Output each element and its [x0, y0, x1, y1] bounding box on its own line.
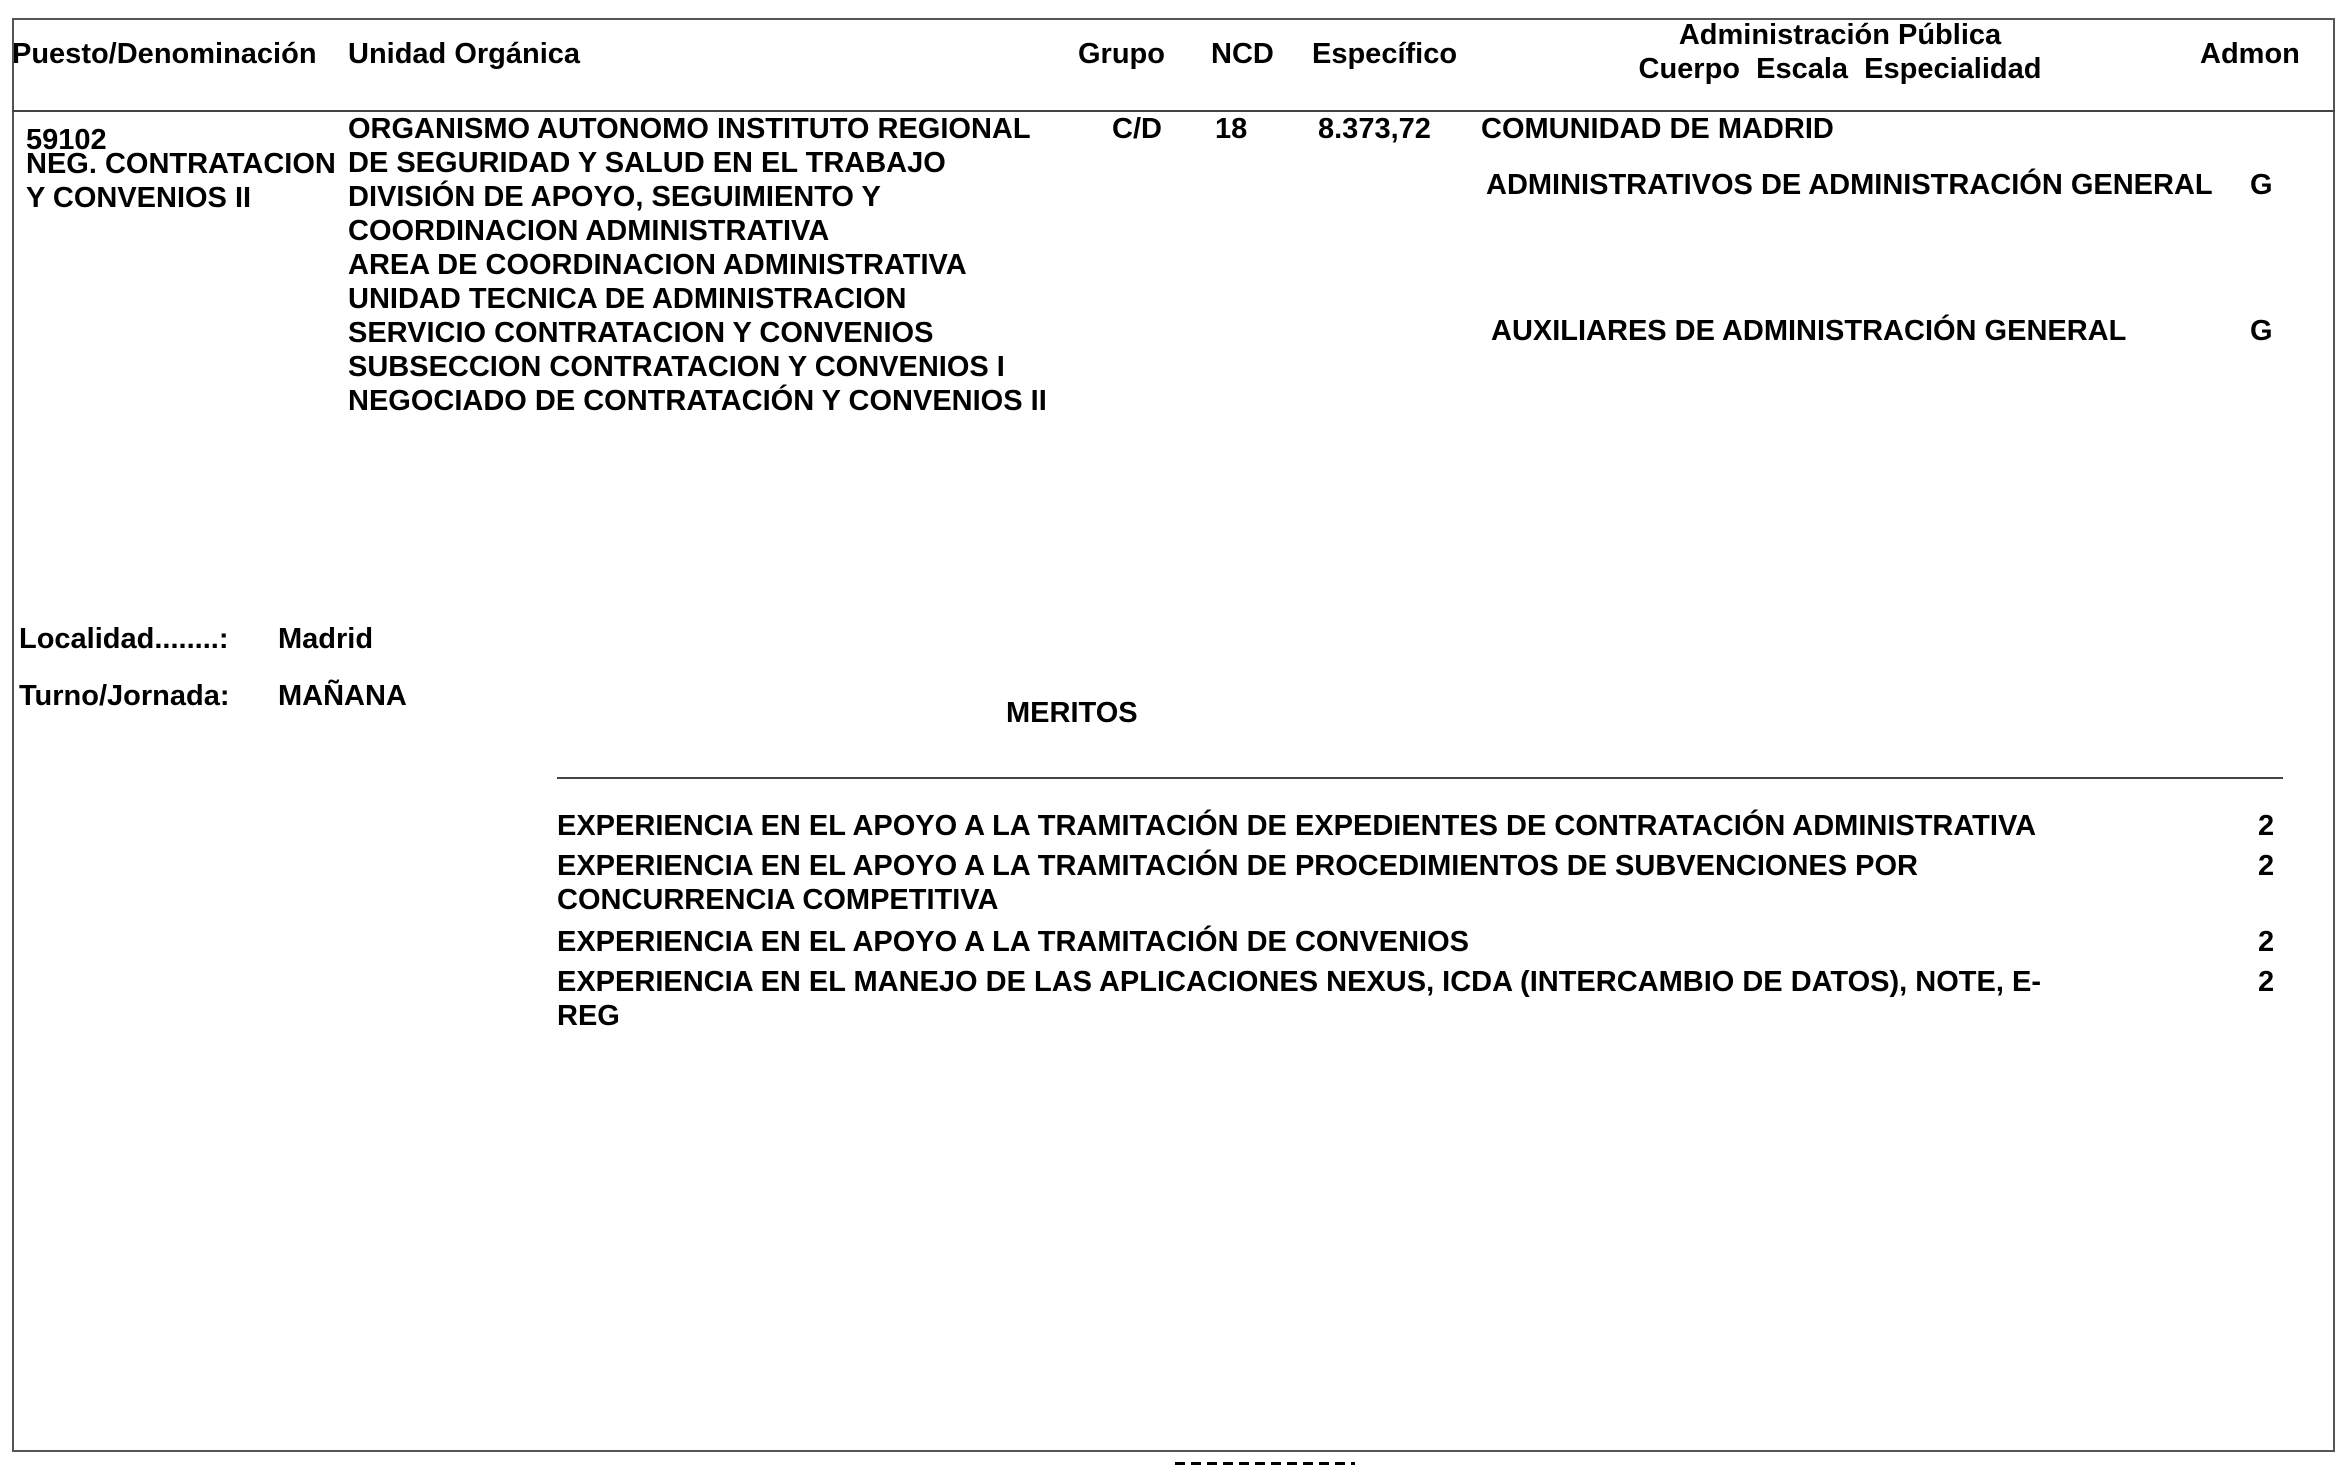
footer-glyph-fragment: [1175, 1462, 1355, 1465]
cuerpo-name: ADMINISTRATIVOS DE ADMINISTRACIÓN GENERAL: [1486, 169, 2213, 201]
page-footer-fragment: [1175, 1458, 1355, 1468]
cuerpo-admon: G: [2250, 169, 2273, 201]
record-especifico: 8.373,72: [1318, 113, 1431, 145]
header-admin-publica: Administración Pública: [1678, 19, 2002, 51]
meritos-title: MERITOS: [1006, 697, 1138, 729]
merito-points: 2: [2258, 850, 2275, 882]
merito-line: EXPERIENCIA EN EL APOYO A LA TRAMITACIÓN DE EXPEDIENTES DE CONTRATACIÓN ADMINISTRATIVA: [557, 810, 2037, 842]
unidad-line: SUBSECCION CONTRATACION Y CONVENIOS I: [348, 351, 1005, 383]
localidad-label: Localidad........:: [19, 623, 229, 655]
unidad-line: SERVICIO CONTRATACION Y CONVENIOS: [348, 317, 934, 349]
unidad-line: DE SEGURIDAD Y SALUD EN EL TRABAJO: [348, 147, 946, 179]
merito-points: 2: [2258, 810, 2275, 842]
header-admon: Admon: [2200, 38, 2300, 70]
turno-label: Turno/Jornada:: [19, 680, 230, 712]
record-grupo: C/D: [1112, 113, 1162, 145]
localidad-value: Madrid: [278, 623, 374, 655]
record-code: 59102: [26, 124, 107, 156]
merito-line: EXPERIENCIA EN EL APOYO A LA TRAMITACIÓN DE CONVENIOS: [557, 926, 1469, 958]
merito-line: CONCURRENCIA COMPETITIVA: [557, 884, 999, 916]
header-puesto: Puesto/Denominación: [12, 38, 317, 70]
merito-points: 2: [2258, 966, 2275, 998]
header-unidad: Unidad Orgánica: [348, 38, 581, 70]
record-unidad-organica: [348, 112, 1047, 418]
merito-points: 2: [2258, 926, 2275, 958]
denominacion-line: NEG. CONTRATACION: [26, 148, 336, 180]
header-especifico: Específico: [1312, 38, 1458, 70]
unidad-line: NEGOCIADO DE CONTRATACIÓN Y CONVENIOS II: [348, 385, 1047, 417]
header-grupo: Grupo: [1078, 38, 1165, 70]
unidad-line: COORDINACION ADMINISTRATIVA: [348, 215, 830, 247]
merito-line: EXPERIENCIA EN EL APOYO A LA TRAMITACIÓN DE PROCEDIMIENTOS DE SUBVENCIONES POR: [557, 850, 1919, 882]
unidad-line: UNIDAD TECNICA DE ADMINISTRACION: [348, 283, 907, 315]
header-cuerpo-escala: Cuerpo Escala Especialidad: [1638, 53, 2042, 85]
record-ncd: 18: [1215, 113, 1248, 145]
record-denominacion: [26, 147, 336, 215]
cuerpo-name: AUXILIARES DE ADMINISTRACIÓN GENERAL: [1491, 315, 2127, 347]
unidad-line: DIVISIÓN DE APOYO, SEGUIMIENTO Y: [348, 181, 881, 213]
turno-value: MAÑANA: [278, 680, 407, 712]
meritos-separator: [557, 777, 2283, 779]
cuerpo-admon: G: [2250, 315, 2273, 347]
record-administracion: COMUNIDAD DE MADRID: [1481, 113, 1834, 145]
merito-line: REG: [557, 1000, 620, 1032]
header-ncd: NCD: [1211, 38, 1274, 70]
merito-line: EXPERIENCIA EN EL MANEJO DE LAS APLICACIONES NEXUS, ICDA (INTERCAMBIO DE DATOS), NOTE, E-: [557, 966, 2041, 998]
denominacion-line: Y CONVENIOS II: [26, 182, 252, 214]
unidad-line: AREA DE COORDINACION ADMINISTRATIVA: [348, 249, 967, 281]
unidad-line: ORGANISMO AUTONOMO INSTITUTO REGIONAL: [348, 113, 1031, 145]
